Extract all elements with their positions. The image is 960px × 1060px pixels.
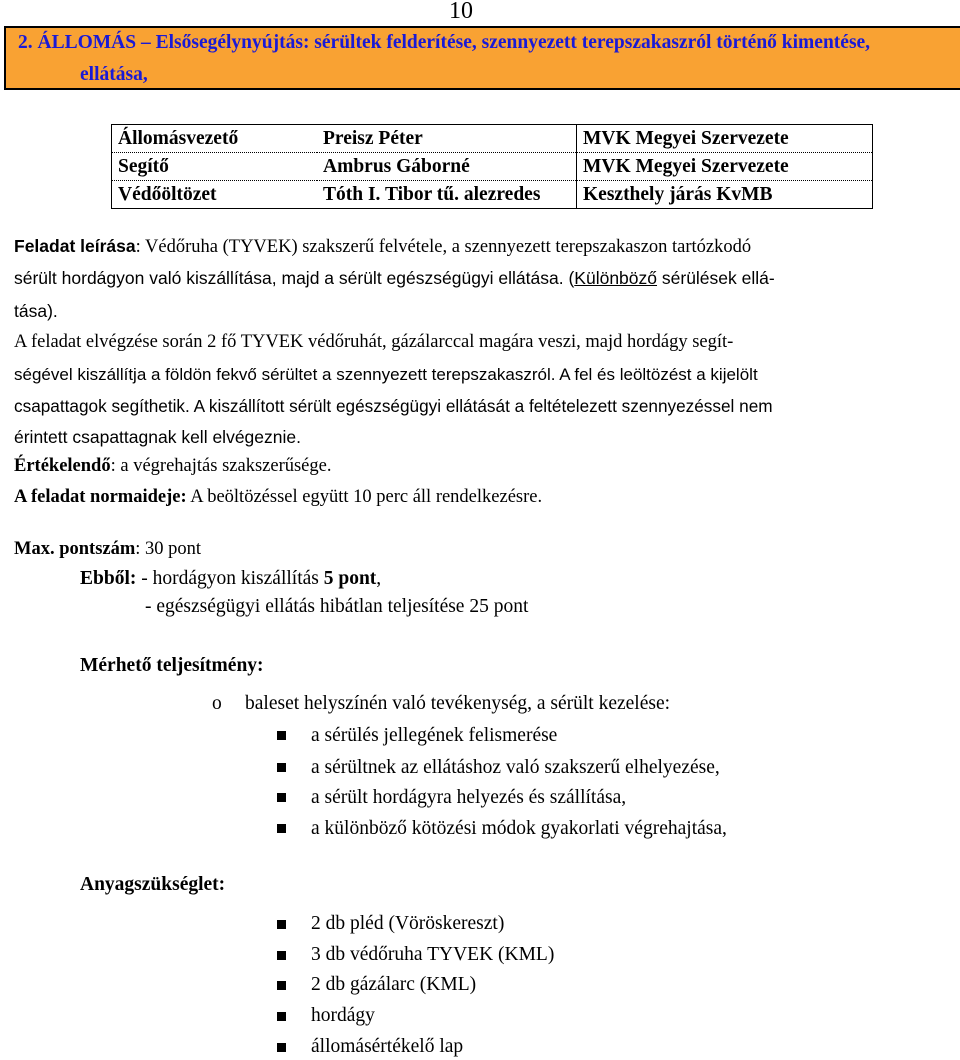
staff-org: MVK Megyei Szervezete	[577, 153, 873, 181]
score-item: ,	[376, 568, 382, 589]
staff-org: Keszthely járás KvMB	[583, 183, 773, 205]
task-text: sérülések ellá-	[657, 268, 775, 288]
staff-name: Ambrus Gáborné	[317, 153, 577, 181]
score-breakdown-line-2: - egészségügyi ellátás hibátlan teljesítése 25 pont	[145, 596, 529, 617]
measurable-item: a sérültnek az ellátáshoz való szakszerű elhelyezése,	[311, 757, 720, 778]
eval-line	[14, 456, 331, 477]
bullet-square-icon	[277, 1043, 286, 1052]
bullet-square-icon	[277, 824, 286, 833]
score-breakdown-line-1	[80, 568, 381, 590]
task-text-underlined: Különböző	[574, 268, 658, 288]
staff-row	[112, 153, 873, 181]
station-title-banner	[4, 26, 960, 90]
station-title-line2: ellátása,	[80, 64, 148, 85]
task-p2-line-2: ségével kiszállítja a földön fekvő sérültet a szennyezett terepszakaszról. A fel és leöltözést a kijelölt	[14, 365, 758, 384]
task-p2-line-3: csapattagok segíthetik. A kiszállított sérült egészségügyi ellátását a feltételezett szennyezéssel nem	[14, 396, 773, 416]
measurable-item: a sérülés jellegének felismerése	[311, 725, 558, 746]
task-line-1	[14, 236, 751, 258]
measurable-main-bullet: o	[212, 693, 222, 714]
bullet-square-icon	[277, 763, 286, 772]
task-text: : Védőruha (TYVEK) szakszerű felvétele, a szennyezett terepszakaszon tartózkodó	[135, 237, 752, 257]
staff-role: Állomásvezető	[112, 125, 318, 153]
staff-org: MVK Megyei Szervezete	[577, 125, 873, 153]
bullet-square-icon	[277, 981, 286, 990]
measurable-item: a sérült hordágyra helyezés és szállítása,	[311, 787, 627, 808]
staff-row	[112, 125, 873, 153]
staff-row	[112, 181, 873, 209]
bullet-square-icon	[277, 920, 286, 929]
measurable-label: Mérhető teljesítmény:	[80, 655, 264, 676]
task-p2-line-4: érintett csapattagnak kell elvégeznie.	[14, 427, 301, 447]
staff-role: Védőöltözet	[118, 183, 217, 205]
materials-label: Anyagszükséglet:	[80, 874, 226, 895]
task-label: Feladat leírása	[14, 236, 136, 256]
norm-line	[14, 487, 542, 508]
bullet-square-icon	[277, 1012, 286, 1021]
bullet-square-icon	[277, 793, 286, 802]
material-item: hordágy	[311, 1005, 375, 1026]
staff-role: Segítő	[112, 153, 318, 181]
page-number: 10	[449, 0, 473, 24]
material-item: 3 db védőruha TYVEK (KML)	[311, 944, 555, 965]
norm-label: A feladat normaideje:	[14, 487, 187, 507]
measurable-main-item: baleset helyszínén való tevékenység, a sérült kezelése:	[245, 693, 671, 714]
eval-label: Értékelendő	[14, 456, 111, 476]
bullet-square-icon	[277, 731, 286, 740]
score-item: - hordágyon kiszállítás	[136, 568, 324, 589]
task-p2-line-1: A feladat elvégzése során 2 fő TYVEK védőruhát, gázálarccal magára veszi, majd hordágy segít-	[14, 332, 734, 352]
staff-name: Preisz Péter	[317, 125, 577, 153]
staff-name: Tóth I. Tibor tű. alezredes	[317, 181, 577, 209]
station-title-line1: 2. ÁLLOMÁS – Elsősegélynyújtás: sérültek felderítése, szennyezett terepszakaszról történő kimentése,	[18, 32, 871, 53]
score-breakdown-label: Ebből:	[80, 568, 137, 589]
max-score-label: Max. pontszám	[14, 539, 136, 559]
max-score-value: : 30 pont	[135, 539, 202, 559]
eval-text: : a végrehajtás szakszerűsége.	[110, 456, 332, 476]
task-line-2	[14, 268, 775, 289]
task-line-3: tása).	[14, 301, 58, 321]
score-item-points: 5 pont	[323, 568, 377, 589]
material-item: 2 db pléd (Vöröskereszt)	[311, 913, 505, 934]
max-score-line	[14, 539, 201, 560]
measurable-item: a különböző kötözési módok gyakorlati végrehajtása,	[311, 818, 727, 839]
bullet-square-icon	[277, 951, 286, 960]
task-text: sérült hordágyon való kiszállítása, majd a sérült egészségügyi ellátása. (	[14, 268, 575, 288]
material-item: 2 db gázálarc (KML)	[311, 974, 477, 995]
norm-text: A beöltözéssel együtt 10 perc áll rendelkezésre.	[186, 487, 543, 507]
material-item: állomásértékelő lap	[311, 1036, 464, 1057]
staff-table	[111, 124, 873, 209]
